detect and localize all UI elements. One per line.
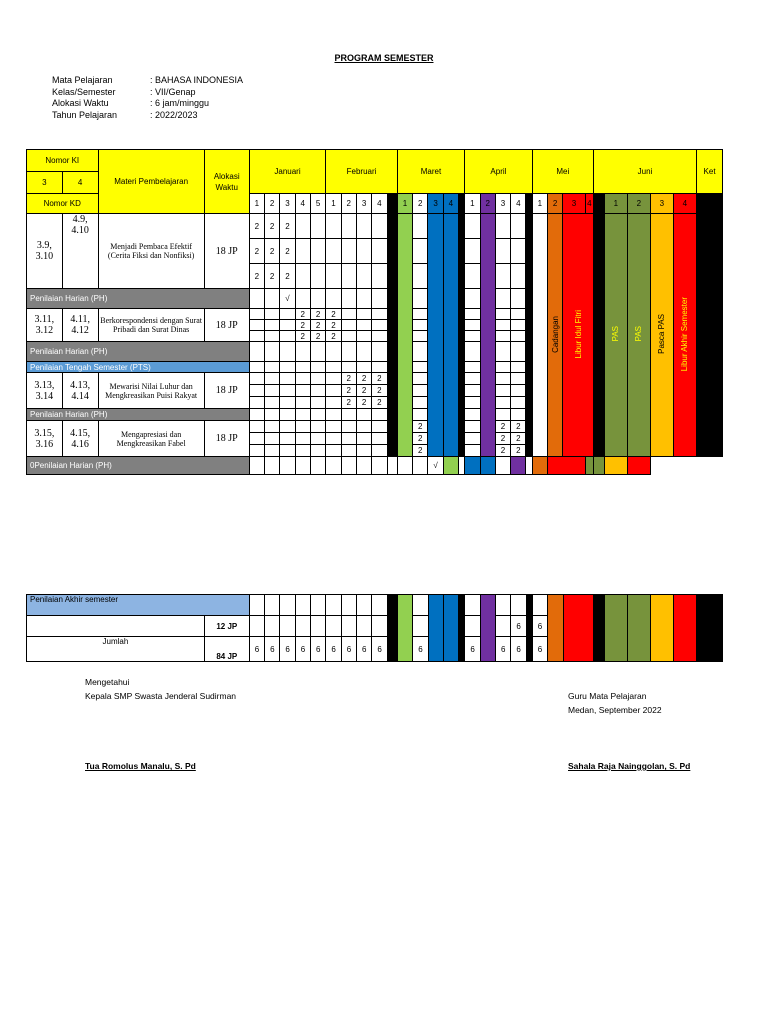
schedule-table — [26, 149, 723, 475]
total-value: 6 — [496, 637, 511, 662]
jp-value: 2 — [265, 214, 280, 239]
week-cell: 4 — [443, 194, 458, 214]
week-cell: 4 — [673, 194, 697, 214]
maret-green-column — [397, 595, 412, 662]
ket-black-column — [697, 194, 723, 457]
kd4-cell: 4.11, 4.12 — [62, 309, 98, 342]
week-cell: 3 — [651, 194, 673, 214]
info-row — [52, 110, 243, 122]
ki4-header: 4 — [62, 172, 98, 194]
mengetahui-text: Mengetahui — [85, 677, 130, 687]
month-mei: Mei — [532, 150, 593, 194]
ki3-header: 3 — [27, 172, 63, 194]
kd3-cell: 3.9, 3.10 — [27, 214, 63, 289]
juni-gold-column — [651, 595, 673, 662]
jp-cell: 18 JP — [204, 373, 249, 409]
jp-value: 2 — [372, 385, 387, 397]
week-cell: 1 — [532, 194, 547, 214]
jp-value: 2 — [280, 214, 295, 239]
jp-value: 2 — [495, 421, 510, 433]
maret-blue-column — [428, 595, 443, 662]
total-value: 6 — [465, 637, 480, 662]
guru-name: Sahala Raja Nainggolan, S. Pd — [568, 761, 691, 771]
pas-summary-label: Penilaian Akhir semester — [27, 595, 250, 616]
pts-row-label: Penilaian Tengah Semester (PTS) — [27, 362, 250, 373]
jp-value: 2 — [413, 421, 428, 433]
jp-value: 2 — [341, 385, 356, 397]
info-value: : 2022/2023 — [150, 109, 198, 120]
guru-title: Guru Mata Pelajaran — [568, 691, 647, 701]
jp-value: 2 — [495, 433, 510, 445]
kd4-cell: 4.13, 4.14 — [62, 373, 98, 409]
info-label: Alokasi Waktu — [52, 98, 109, 108]
juni-olive-column — [627, 595, 651, 662]
jp-value: 2 — [310, 331, 325, 342]
jp-value: 2 — [280, 239, 295, 264]
jp-value: 2 — [295, 320, 310, 331]
week-cell: 2 — [627, 194, 650, 214]
libur-akhir-label: Libur Akhir Semester — [680, 296, 690, 372]
total-value: 6 — [280, 637, 295, 662]
jp-value: 2 — [265, 239, 280, 264]
week-cell: 3 — [280, 194, 295, 214]
jp-value: 2 — [326, 309, 341, 320]
cadangan-label: Cadangan — [550, 315, 560, 353]
info-value: : VII/Genap — [150, 86, 196, 97]
april-purple-column — [480, 595, 495, 662]
week-cell: 1 — [249, 194, 264, 214]
jp-value: 2 — [249, 239, 264, 264]
jp-value: 2 — [295, 309, 310, 320]
pas-label: PAS — [634, 326, 644, 342]
jp-value: 2 — [341, 373, 356, 385]
ket-black-column — [697, 595, 723, 662]
total-value: 6 — [532, 637, 547, 662]
jp-value: 2 — [511, 445, 526, 457]
check-mark: √ — [280, 289, 295, 309]
nomor-kd-header: Nomor KD — [27, 194, 99, 214]
total-value: 6 — [311, 637, 326, 662]
jp-value: 2 — [265, 264, 280, 289]
ph-row-label: Penilaian Harian (PH) — [27, 289, 250, 309]
kd4-cell: 4.15, 4.16 — [62, 421, 98, 457]
info-block — [52, 75, 243, 121]
mei-red-column — [563, 595, 594, 662]
jp-value: 2 — [356, 397, 371, 409]
alokasi-header: Alokasi Waktu — [204, 150, 249, 214]
info-row — [52, 75, 243, 87]
total-value: 6 — [341, 637, 356, 662]
black-divider — [594, 595, 605, 662]
month-februari: Februari — [326, 150, 397, 194]
pasca-pas-label: Pasca PAS — [657, 314, 667, 354]
info-row — [52, 87, 243, 99]
signature-right — [568, 689, 662, 717]
kd3-cell: 3.11, 3.12 — [27, 309, 63, 342]
total-value: 6 — [372, 637, 387, 662]
jp-cell: 18 JP — [204, 421, 249, 457]
week-cell: 1 — [397, 194, 412, 214]
jp-value: 2 — [511, 433, 526, 445]
total-value: 6 — [413, 637, 428, 662]
maret-blue-column — [428, 214, 443, 457]
kepala-name: Tua Romolus Manalu, S. Pd — [85, 761, 196, 771]
summary-table — [26, 594, 723, 662]
info-label: Mata Pelajaran — [52, 75, 113, 85]
week-cell: 3 — [495, 194, 510, 214]
materi-cell: Mengapresiasi dan Mengkreasikan Fabel — [98, 421, 204, 457]
jp-value: 2 — [310, 309, 325, 320]
info-label: Kelas/Semester — [52, 86, 116, 97]
libur-idul-fitri-column — [563, 214, 594, 457]
maret-blue-column — [443, 214, 458, 457]
jp-value: 2 — [310, 320, 325, 331]
materi-cell: Menjadi Pembaca Efektif (Cerita Fiksi dan Nonfiksi) — [98, 214, 204, 289]
jp-cell: 18 JP — [204, 309, 249, 342]
maret-green-column — [397, 214, 412, 457]
jp-value: 2 — [249, 214, 264, 239]
juni-pas1-column — [605, 214, 627, 457]
jp-value: 2 — [372, 373, 387, 385]
week-cell: 4 — [295, 194, 310, 214]
kepala-title: Kepala SMP Swasta Jenderal Sudirman — [85, 691, 237, 701]
month-maret: Maret — [397, 150, 464, 194]
page-title: PROGRAM SEMESTER — [334, 53, 434, 63]
jp-value: 2 — [249, 264, 264, 289]
ph-row-label: Penilaian Harian (PH) — [27, 409, 250, 421]
jp-value: 2 — [495, 445, 510, 457]
jp-value: 2 — [326, 320, 341, 331]
total-value: 6 — [249, 637, 264, 662]
juni-olive-column — [605, 595, 627, 662]
jp-cell: 18 JP — [204, 214, 249, 289]
info-row — [52, 98, 243, 110]
total-value: 6 — [357, 637, 372, 662]
week-cell: 2 — [265, 194, 280, 214]
week-cell: 1 — [465, 194, 480, 214]
week-cell: 3 — [428, 194, 443, 214]
info-value: : 6 jam/minggu — [150, 98, 210, 108]
jumlah-label: Jumlah — [27, 637, 205, 662]
maret-blue-column — [443, 595, 458, 662]
month-juni: Juni — [593, 150, 696, 194]
mei-orange-column — [547, 214, 562, 457]
mei-orange-column — [548, 595, 563, 662]
black-divider — [387, 595, 397, 662]
week-cell: 5 — [310, 194, 325, 214]
total-value: 6 — [326, 637, 341, 662]
week-cell: 4 — [372, 194, 387, 214]
month-april: April — [465, 150, 532, 194]
total-value: 6 — [511, 616, 526, 637]
jp84-cell: 84 JP — [204, 637, 249, 662]
kd4-cell: 4.9, 4.10 — [62, 214, 98, 289]
mei-week1-column — [532, 214, 547, 457]
libur-idul-fitri-label: Libur Idul Fitri — [573, 309, 583, 359]
jp-value: 2 — [372, 397, 387, 409]
week-cell: 1 — [605, 194, 627, 214]
week-cell: 2 — [341, 194, 356, 214]
materi-cell: Berkorespondensi dengan Surat Pribadi dan Surat Dinas — [98, 309, 204, 342]
signature-left — [85, 675, 236, 703]
april-purple-column — [480, 214, 495, 457]
month-januari: Januari — [249, 150, 326, 194]
jp-value: 2 — [326, 331, 341, 342]
materi-cell: Mewarisi Nilai Luhur dan Mengkreasikan Puisi Rakyat — [98, 373, 204, 409]
kd3-cell: 3.15, 3.16 — [27, 421, 63, 457]
week-cell: 3 — [563, 194, 585, 214]
jp-value: 2 — [280, 264, 295, 289]
jp12-cell: 12 JP — [204, 616, 249, 637]
black-divider — [387, 194, 397, 457]
jp-value: 2 — [413, 433, 428, 445]
nomor-ki-header: Nomor KI — [27, 150, 99, 172]
jp-value: 2 — [413, 445, 428, 457]
info-value: : BAHASA INDONESIA — [150, 75, 244, 85]
total-value: 6 — [511, 637, 526, 662]
kd3-cell: 3.13, 3.14 — [27, 373, 63, 409]
jp-value: 2 — [511, 421, 526, 433]
materi-header: Materi Pembelajaran — [98, 150, 204, 214]
week-cell: 1 — [326, 194, 341, 214]
place-date: Medan, September 2022 — [568, 705, 662, 715]
week-cell: 2 — [413, 194, 428, 214]
week-cell: 2 — [547, 194, 562, 214]
jp-value: 2 — [356, 373, 371, 385]
check-mark: √ — [428, 457, 443, 475]
week-cell: 3 — [356, 194, 371, 214]
juni-pasca-column — [651, 214, 673, 457]
juni-red-column — [673, 595, 697, 662]
week-cell: 2 — [480, 194, 495, 214]
total-value: 6 — [532, 616, 547, 637]
info-label: Tahun Pelajaran — [52, 109, 118, 120]
ph-row-label: 0Penilaian Harian (PH) — [27, 457, 250, 475]
week-cell: 4 — [511, 194, 526, 214]
week-cell: 4 — [585, 194, 593, 214]
black-divider — [593, 194, 604, 457]
total-value: 6 — [295, 637, 310, 662]
juni-libur-column — [673, 214, 697, 457]
jp-value: 2 — [356, 385, 371, 397]
total-value: 6 — [265, 637, 280, 662]
pas-label: PAS — [611, 326, 621, 342]
jp-value: 2 — [295, 331, 310, 342]
juni-pas2-column — [627, 214, 650, 457]
ket-header: Ket — [697, 150, 723, 194]
ph-row-label: Penilaian Harian (PH) — [27, 342, 250, 362]
jp-value: 2 — [341, 397, 356, 409]
